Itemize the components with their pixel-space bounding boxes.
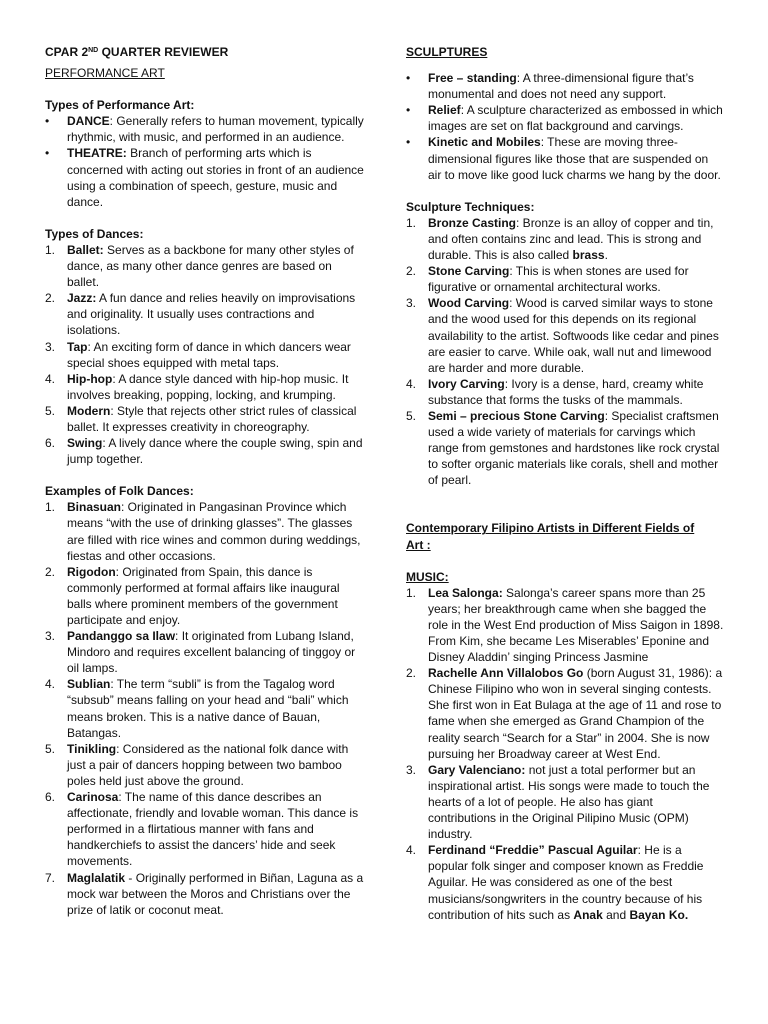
list-item: 2. Stone Carving: This is when stones are used for figurative or ornamental architectural works. [406,264,689,295]
list-item: 1. Bronze Casting: Bronze is an alloy of copper and tin, and often contains zinc and lead. This is strong and durable. This is also called brass. [406,215,714,263]
artists-heading: Contemporary Filipino Artists in Different Fields of Art : [406,521,695,552]
left-column [45,44,365,918]
list-item: 2. Rachelle Ann Villalobos Go (born August 31, 1986): a Chinese Filipino who won in several singing contests. She first won in Eat Bulaga at the age of 11 and rose to fame when she emerged as Grand Champion of the reality search “Search for a Star” in 2004. She is now pursuing her Broadway career at West End. [406,666,723,761]
list-item: 7. Maglalatik - Originally performed in Biñan, Laguna as a mock war between the Moros and Christians over the prize of latik or coconut meat. [45,870,364,917]
folk-dances-list [45,499,365,917]
types-dances-heading: Types of Dances: [45,226,144,241]
list-item: 4. Ivory Carving: Ivory is a dense, hard, creamy white substance that forms the tusks of the mammals. [406,376,704,407]
music-artists-list [406,585,724,923]
techniques-list [406,215,724,489]
types-performance-heading: Types of Performance Art: [45,98,195,113]
list-item: 3. Tap: An exciting form of dance in which dancers wear special shoes equipped with metal taps. [45,339,351,370]
list-item: • Free – standing: A three-dimensional figure that’s monumental and does not need any support. [406,71,694,102]
techniques-heading: Sculpture Techniques: [406,199,535,214]
list-item: 2. Jazz: A fun dance and relies heavily on improvisations and originality. It usually uses contractions and isolations. [45,291,356,338]
list-item: 4. Ferdinand “Freddie” Pascual Aguilar: He is a popular folk singer and composer known as Freddie Aguilar. He was considered as one of the best musicians/songwriters in the country because of his contribution of hits such as Anak and Bayan Ko. [406,843,704,922]
list-item: 6. Swing: A lively dance where the couple swing, spin and jump together. [45,436,363,467]
list-item: 1. Lea Salonga: Salonga’s career spans more than 25 years; her breakthrough came when she bagged the role in the West End production of Miss Saigon in 1898. From Kim, she became Les Miserables’ Eponine and Disney Aladdin’ singing Princess Jasmine [406,585,724,665]
list-item: 5. Semi – precious Stone Carving: Specialist craftsmen used a wide variety of materials for carvings which range from gemstones and hardstones like rock crystal to softer organic materials like corals, shell and mother of pearl. [406,408,720,488]
list-item: 3. Wood Carving: Wood is carved similar ways to stone and the wood used for this depends on its regional availability to the artist. Softwoods like cedar and pines are easier to carve. While oak, wall nut and limewood are harder and more durable. [406,296,719,375]
document-title: CPAR 2ND QUARTER REVIEWER [45,45,229,59]
list-item: 4. Sublian: The term “subli” is from the Tagalog word “subsub” means falling on your head and “bali” which means broken. This is a native dance of Bauan, Batangas. [45,677,349,740]
list-item: 4. Hip-hop: A dance style danced with hip-hop music. It involves breaking, popping, locking, and krumping. [45,371,349,402]
folk-dances-heading: Examples of Folk Dances: [45,484,194,499]
list-item: 5. Tinikling: Considered as the national folk dance with just a pair of dancers hopping between two bamboo poles held just above the ground. [45,741,349,788]
list-item: 1. Binasuan: Originated in Pangasinan Province which means “with the use of drinking glasses”. The glasses are filled with rice wines and common during weddings, fiestas and other occasions. [45,500,361,563]
list-item: • THEATRE: Branch of performing arts which is concerned with acting out stories in front of an audience using a combination of speech, gesture, music and dance. [45,146,364,209]
list-item: • Relief: A sculpture characterized as embossed in which images are set on flat background and carvings. [406,103,723,134]
right-column [406,44,724,923]
section-title-performance-art: PERFORMANCE ART [45,66,165,81]
list-item: 6. Carinosa: The name of this dance describes an affectionate, friendly and lovable woman. This dance is performed in a flirtatious manner with fans and handkerchiefs to assist the dancers’ hide and seek movements. [45,790,359,869]
performance-types-list [45,113,365,210]
music-heading: MUSIC: [406,569,449,584]
list-item: • Kinetic and Mobiles: These are moving three-dimensional figures like those that are suspended on air to move like good luck charms we hang by the door. [406,135,721,182]
sculptures-heading: SCULPTURES [406,45,488,59]
list-item: 1. Ballet: Serves as a backbone for many other styles of dance, as many other dance genres are based on ballet. [45,242,354,290]
list-item: 3. Gary Valenciano: not just a total performer but an inspirational artist. His songs were made to touch the hearts of a lot of people. He also has giant contributions in the Original Pilipino Music (OPM) industry. [406,762,710,842]
list-item: • DANCE: Generally refers to human movement, typically rhythmic, with music, and performed in an audience. [45,114,364,145]
sculptures-list [406,70,724,183]
list-item: 2. Rigodon: Originated from Spain, this dance is commonly performed at formal affairs like inaugural balls where prominent members of the government participate and enjoy. [45,564,340,627]
list-item: 5. Modern: Style that rejects other strict rules of classical ballet. It expresses creativity in choreography. [45,403,357,434]
list-item: 3. Pandanggo sa Ilaw: It originated from Lubang Island, Mindoro and requires excellent balancing of tinggoy or oil lamps. [45,629,356,676]
dances-list [45,242,365,467]
